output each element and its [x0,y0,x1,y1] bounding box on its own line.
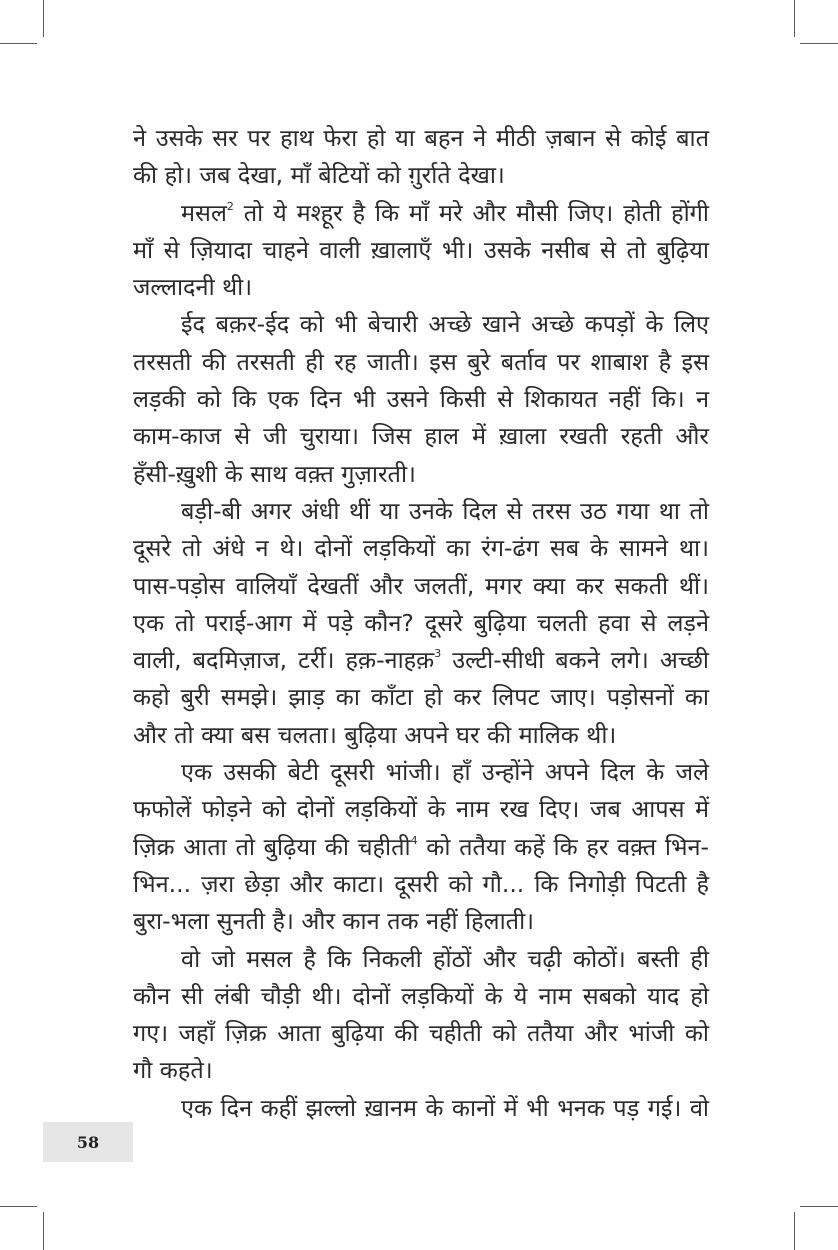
footnote-ref: 2 [226,199,234,213]
text-fragment: ज़िक्र आता तो बुढ़िया की चहीती [133,832,411,861]
text-line [133,829,709,866]
text-line: फफोलें फोड़ने को दोनों लड़कियों के नाम रख दिए। जब आपस में [133,795,709,824]
page-number [43,1122,133,1162]
text-line: बड़ी-बी अगर अंधी थीं या उनके दिल से तरस उठ गया था तो [181,496,709,525]
text-line: कहो बुरी समझे। झाड़ का काँटा हो कर लिपट जाए। पड़ोसनों का [133,683,709,712]
crop-mark-top-right-horizontal [800,43,838,44]
text-fragment: तो ये मश्हूर है कि माँ मरे और मौसी जिए। होती होंगी [233,198,709,227]
text-line [133,195,709,232]
text-line [133,642,709,679]
text-fragment: उल्टी-सीधी बकने लगे। अच्छी [441,646,709,675]
text-line: और तो क्या बस चलता। बुढ़िया अपने घर की मालिक थी। [133,720,617,749]
text-line: दूसरे तो अंधे न थे। दोनों लड़कियों का रंग-ढंग सब के सामने था। [133,534,709,563]
text-line: लड़की को कि एक दिन भी उसने किसी से शिकायत नहीं कि। न [133,385,709,414]
text-line: तरसती की तरसती ही रह जाती। इस बुरे बर्ताव पर शाबाश है इस [133,347,709,376]
text-fragment: मसल [181,198,227,227]
text-line: वो जो मसल है कि निकली होंठों और चढ़ी कोठों। बस्ती ही [181,944,709,973]
footnote-ref: 4 [410,833,418,847]
crop-mark-bottom-right-vertical [794,1212,795,1250]
text-line: हँसी-ख़ुशी के साथ वक़्त गुज़ारती। [133,459,416,488]
text-line: जल्लादनी थी। [133,273,253,302]
text-line: ने उसके सर पर हाथ फेरा हो या बहन ने मीठी ज़बान से कोई बात [133,124,709,152]
body-text [133,120,709,1127]
text-line: गए। जहाँ ज़िक्र आता बुढ़िया की चहीती को ततैया और भांजी को [133,1019,709,1048]
text-line: एक तो पराई-आग में पड़े कौन? दूसरे बुढ़िया चलती हवा से लड़ने [133,608,709,637]
page-number-label: 58 [76,1132,100,1152]
footnote-ref: 3 [434,647,442,661]
text-line: की हो। जब देखा, माँ बेटियों को ग़ुर्राते देखा। [133,161,505,190]
text-line: एक उसकी बेटी दूसरी भांजी। हाँ उन्होंने अपने दिल के जले [181,758,709,787]
text-line: एक दिन कहीं झल्लो ख़ानम के कानों में भी भनक पड़ गई। वो [181,1093,709,1122]
text-line: गौ कहते। [133,1056,213,1085]
text-line: माँ से ज़ियादा चाहने वाली ख़ालाएँ भी। उसके नसीब से तो बुढ़िया [133,235,709,264]
crop-mark-bottom-left-vertical [43,1212,44,1250]
text-line: भिन... ज़रा छेड़ा और काटा। दूसरी को गौ... कि निगोड़ी पिटती है [133,869,709,898]
crop-mark-bottom-right-horizontal [800,1206,838,1207]
crop-mark-top-left-horizontal [0,43,37,44]
text-fragment: को ततैया कहें कि हर वक़्त भिन- [417,832,709,861]
text-line: पास-पड़ोस वालियाँ देखतीं और जलतीं, मगर क्या कर सकती थीं। [133,571,709,600]
crop-mark-top-right-vertical [794,0,795,37]
crop-mark-bottom-left-horizontal [0,1206,37,1207]
text-fragment: वाली, बदमिज़ाज, टर्री। हक़-नाहक़ [133,646,435,675]
text-line: ईद बक़र-ईद को भी बेचारी अच्छे खाने अच्छे कपड़ों के लिए [181,310,709,339]
crop-mark-top-left-vertical [43,0,44,37]
text-line: बुरा-भला सुनती है। और कान तक नहीं हिलाती। [133,907,535,936]
text-line: कौन सी लंबी चौड़ी थी। दोनों लड़कियों के ये नाम सबको याद हो [133,981,709,1010]
text-line: काम-काज से जी चुराया। जिस हाल में ख़ाला रखती रहती और [133,422,709,451]
